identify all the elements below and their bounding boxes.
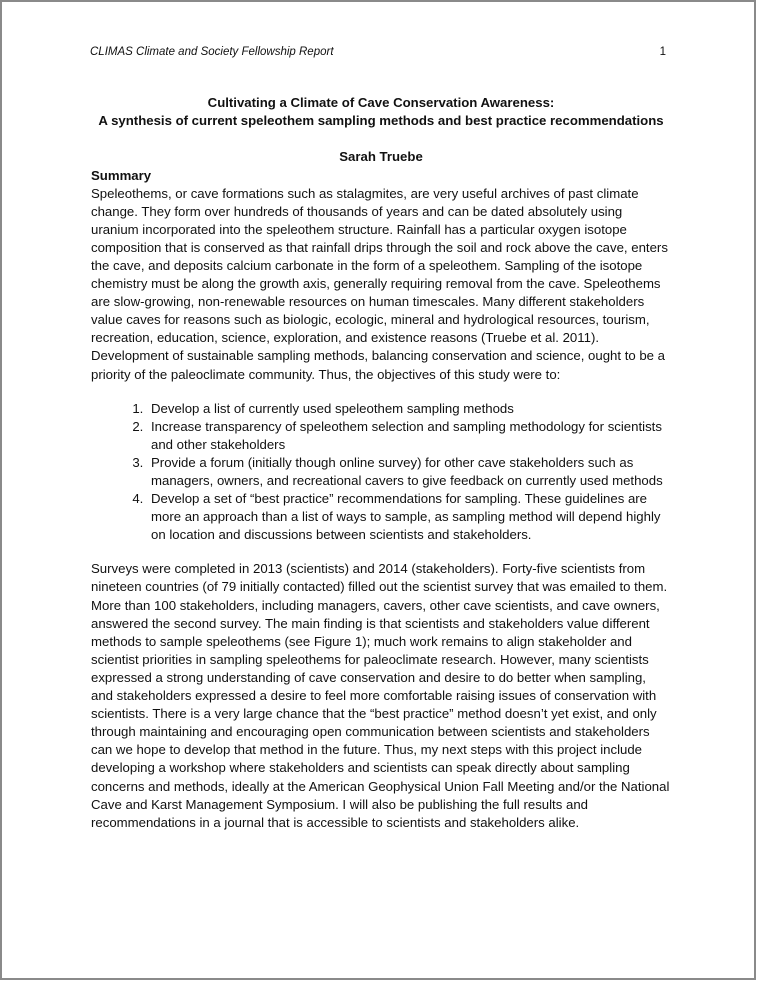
page-number: 1 — [659, 46, 666, 58]
results-paragraph: Surveys were completed in 2013 (scientists) and 2014 (stakeholders). Forty-five scientists from nineteen countries (of 79 initially contacted) filled out the scientist survey that was emailed to them. More than 100 stakeholders, including managers, cavers, other cave scientists, and cave owners, answered the second survey. The main finding is that scientists and stakeholders value different methods to sample speleothems (see Figure 1); much work remains to align stakeholder and scientist priorities in sampling speleothems for paleoclimate research. However, many scientists expressed a strong understanding of cave conservation and desire to do better when sampling, and stakeholders expressed a desire to feel more comfortable raising issues of conservation with scientists. There is a very large chance that the “best practice” method doesn’t yet exist, and only through maintaining and encouraging open communication between scientists and stakeholders can we hope to develop that method in the future. Thus, my next steps with this project include developing a workshop where stakeholders and scientists can speak directly about sampling concerns and methods, ideally at the American Geophysical Union Fall Meeting and/or the National Cave and Karst Management Symposium. I will also be publishing the full results and recommendations in a journal that is accessible to scientists and stakeholders alike. — [91, 561, 670, 830]
summary-intro-paragraph: Speleothems, or cave formations such as stalagmites, are very useful archives of past climate change. They form over hundreds of thousands of years and can be dated absolutely using uranium incorporated into the speleothem structure. Rainfall has a particular oxygen isotope composition that is conserved as that rainfall drips through the soil and rock above the cave, enters the cave, and deposits calcium carbonate in the form of a speleothem. Sampling of the isotope chemistry must be along the growth axis, generally requiring removal from the cave. Speleothems are slow-growing, non-renewable resources on human timescales. Many different stakeholders value caves for reasons such as biologic, ecologic, mineral and hydrological resources, tourism, recreation, education, science, exploration, and existence reasons (Truebe et al. 2011). Development of sustainable sampling methods, balancing conservation and science, ought to be a priority of the paleoclimate community. Thus, the objectives of this study were to: — [91, 185, 668, 382]
list-item: 2. Increase transparency of speleothem selection and sampling methodology for scientists and other stakeholders — [147, 418, 671, 454]
running-title: CLIMAS Climate and Society Fellowship Report — [90, 46, 334, 58]
title-line-2: A synthesis of current speleothem sampling methods and best practice recommendations — [98, 113, 664, 129]
list-item: 4. Develop a set of “best practice” recommendations for sampling. These guidelines are more an approach than a list of ways to sample, as sampling method will depend highly on location and discussions between scientists and stakeholders. — [147, 490, 671, 544]
list-item: 1. Develop a list of currently used speleothem sampling methods — [147, 400, 671, 418]
objectives-list — [91, 400, 671, 545]
document-title — [91, 94, 671, 130]
author-name: Sarah Truebe — [339, 149, 423, 165]
document-body — [91, 94, 671, 832]
title-line-1: Cultivating a Climate of Cave Conservation Awareness: — [207, 95, 555, 110]
summary-heading: Summary — [91, 167, 152, 183]
list-item: 3. Provide a forum (initially though online survey) for other cave stakeholders such as managers, owners, and recreational cavers to give feedback on currently used methods — [147, 454, 671, 490]
page-header — [90, 46, 666, 58]
